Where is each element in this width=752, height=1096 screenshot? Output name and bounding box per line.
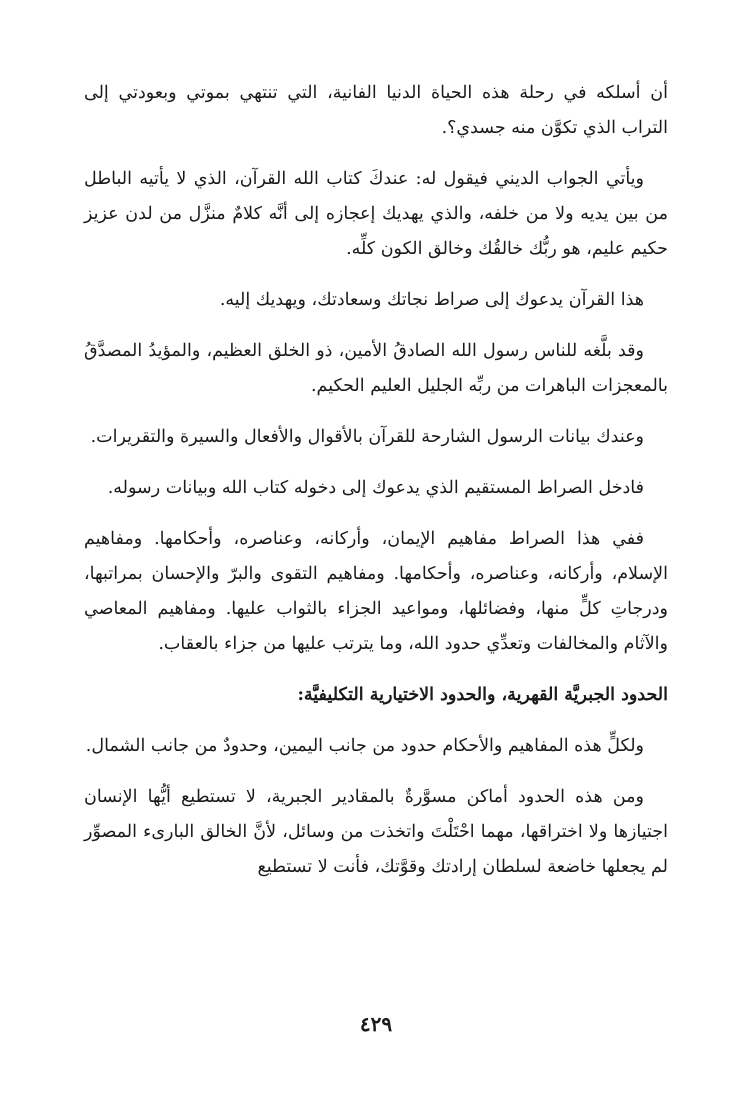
page-body xyxy=(84,76,668,901)
paragraph-6: فادخل الصراط المستقيم الذي يدعوك إلى دخوله كتاب الله وبيانات رسوله. xyxy=(107,478,644,498)
paragraph-9: ومن هذه الحدود أماكن مسوَّرةٌ بالمقادير الجبرية، لا تستطيع أيُّها الإنسان اجتيازها ولا اختراقها، مهما احْتَلْتَ واتخذت من وسائل، لأنَّ الخالق البارىء المصوِّر لم يجعلها خاضعة لسلطان إرادتك وقوَّتك، فأنت لا تستطيع xyxy=(84,787,668,877)
paragraph-5: وعندك بيانات الرسول الشارحة للقرآن بالأقوال والأفعال والسيرة والتقريرات. xyxy=(90,427,644,447)
page-number: ٤٢٩ xyxy=(359,1012,393,1036)
section-heading: الحدود الجبريَّة القهرية، والحدود الاختيارية التكليفيَّة: xyxy=(297,685,668,705)
paragraph-3: هذا القرآن يدعوك إلى صراط نجاتك وسعادتك، ويهديك إليه. xyxy=(219,290,644,310)
paragraph-1: أن أسلكه في رحلة هذه الحياة الدنيا الفانية، التي تنتهي بموتي وبعودتي إلى التراب الذي تكوَّن منه جسدي؟. xyxy=(84,83,668,138)
paragraph-8: ولكلٍّ هذه المفاهيم والأحكام حدود من جانب اليمين، وحدودٌ من جانب الشمال. xyxy=(85,736,644,756)
paragraph-2: ويأتي الجواب الديني فيقول له: عندكَ كتاب الله القرآن، الذي لا يأتيه الباطل من بين يديه ولا من خلفه، والذي يهديك إعجازه إلى أنَّه كلامٌ منزَّل من لدن عزيز حكيم عليم، هو ربُّك خالقُك وخالق الكون كلِّه. xyxy=(84,169,668,259)
paragraph-7: ففي هذا الصراط مفاهيم الإيمان، وأركانه، وعناصره، وأحكامها. ومفاهيم الإسلام، وأركانه، وعناصره، وأحكامها. ومفاهيم التقوى والبرّ والإحسان بمراتبها، ودرجاتِ كلٍّ منها، وفضائلها، ومواعيد الجزاء بالثواب عليها. ومفاهيم المعاصي والآثام والمخالفات وتعدِّي حدود الله، وما يترتب عليها من جزاء بالعقاب. xyxy=(84,529,668,654)
paragraph-4: وقد بلَّغه للناس رسول الله الصادقُ الأمين، ذو الخلق العظيم، والمؤيدُ المصدَّقُ بالمعجزات الباهرات من ربِّه الجليل العليم الحكيم. xyxy=(84,341,668,396)
